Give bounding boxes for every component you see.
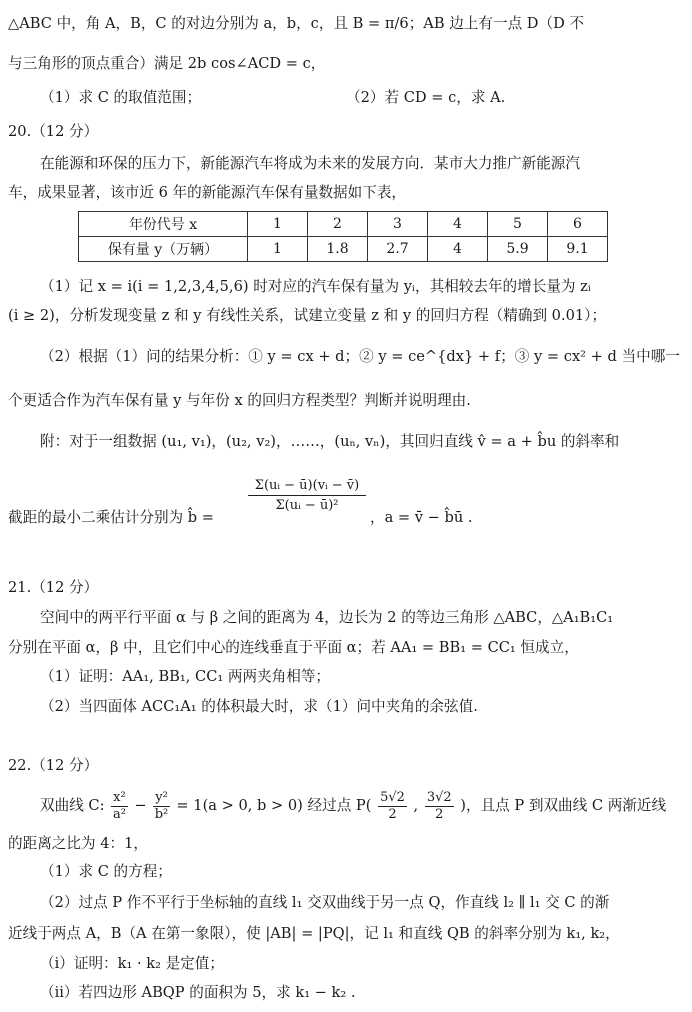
q22-line-1-post: )，且点 P 到双曲线 C 两渐近线 — [460, 797, 667, 814]
fraction-y: $\frac{\text{y²}}{\text{b²}}$ — [154, 789, 169, 822]
table-cell: 6 — [548, 212, 608, 237]
table-cell: 4 — [428, 237, 488, 262]
q22-line-2: 的距离之比为 4：1， — [8, 835, 148, 852]
table-cell: 2 — [308, 212, 368, 237]
q22-line-1-mid: = 1(a > 0, b > 0) 经过点 P( — [176, 797, 372, 814]
table-row — [79, 237, 608, 262]
q21-part-2: （2）当四面体 ACC₁A₁ 的体积最大时，求（1）问中夹角的余弦值. — [40, 698, 478, 715]
table-cell: 1 — [248, 237, 308, 262]
table-cell: 9.1 — [548, 237, 608, 262]
table-cell: 1 — [248, 212, 308, 237]
q22-sub-2: （ii）若四边形 ABQP 的面积为 5，求 k₁ − k₂ . — [40, 984, 356, 1001]
q21-header: 21.（12 分） — [8, 579, 99, 596]
q20-intro-2: 车，成果显著，该市近 6 年的新能源汽车保有量数据如下表， — [8, 184, 407, 201]
table-cell: 5.9 — [488, 237, 548, 262]
table-header-cell: 保有量 y（万辆） — [79, 237, 248, 262]
q20-intro-1: 在能源和环保的压力下，新能源汽车将成为未来的发展方向．某市大力推广新能源汽 — [40, 155, 580, 172]
q19-part-1: （1）求 C 的取值范围； — [40, 89, 202, 106]
q19-line-2: 与三角形的顶点重合）满足 2b cos∠ACD = c， — [8, 55, 326, 72]
q20-header: 20.（12 分） — [8, 123, 99, 140]
table-header-cell: 年份代号 x — [79, 212, 248, 237]
fraction-px: $\frac{5√2}{2}$ — [380, 789, 405, 822]
q20-part2-line-2: 个更适合作为汽车保有量 y 与年份 x 的回归方程类型？判断并说明理由. — [8, 392, 471, 409]
q22-header: 22.（12 分） — [8, 757, 99, 774]
q22-line-1: 双曲线 C: $\frac{\text{x²}}{\text{a²}}$ − $\frac{\text{y²}}{\text{b²}}$ = 1(a > 0, b > 0) 经过点 P( $\frac{5√2}{2}$ , $\frac{3√2}{2}$ )，且点 P 到双曲线 C 两渐近线 — [40, 789, 667, 822]
q19-part-2: （2）若 CD = c，求 A. — [346, 89, 506, 106]
q20-note-line-2-post: ，a = v̄ − b̂ū . — [370, 509, 473, 526]
q22-part2-line-1: （2）过点 P 作不平行于坐标轴的直线 l₁ 交双曲线于另一点 Q，作直线 l₂ ∥ l₁ 交 C 的渐 — [40, 894, 610, 911]
table-cell: 2.7 — [368, 237, 428, 262]
q22-part-1: （1）求 C 的方程； — [40, 863, 172, 880]
fraction-x: $\frac{\text{x²}}{\text{a²}}$ — [112, 789, 126, 822]
q20-note-line-1: 附：对于一组数据 (u₁, v₁)，(u₂, v₂)，……，(uₙ, vₙ)，其回归直线 v̂ = a + b̂u 的斜率和 — [40, 433, 620, 450]
q20-part2-line-1: （2）根据（1）问的结果分析：① y = cx + d；② y = ce^{dx} + f；③ y = cx² + d 当中哪一 — [40, 348, 680, 365]
fraction-py: $\frac{3√2}{2}$ — [426, 789, 452, 822]
q20-part1-line-1: （1）记 x = i(i = 1,2,3,4,5,6) 时对应的汽车保有量为 yᵢ，其相较去年的增长量为 zᵢ — [40, 278, 591, 295]
q21-line-2: 分别在平面 α，β 中，且它们中心的连线垂直于平面 α；若 AA₁ = BB₁ = CC₁ 恒成立， — [8, 639, 579, 656]
table-row — [79, 212, 608, 237]
table-cell: 3 — [368, 212, 428, 237]
q20-part1-line-2: (i ≥ 2)，分析发现变量 z 和 y 有线性关系，试建立变量 z 和 y 的回归方程（精确到 0.01）； — [8, 307, 607, 324]
q22-part2-line-2: 近线于两点 A，B（A 在第一象限），使 |AB| = |PQ|，记 l₁ 和直线 QB 的斜率分别为 k₁, k₂， — [8, 925, 620, 942]
fraction-numerator: Σ(uᵢ − ū)(vᵢ − v̄) — [248, 478, 366, 496]
table-cell: 5 — [488, 212, 548, 237]
table-cell: 4 — [428, 212, 488, 237]
data-table — [78, 211, 608, 262]
fraction-denominator: Σ(uᵢ − ū)² — [275, 498, 339, 513]
q19-line-1: △ABC 中，角 A，B，C 的对边分别为 a，b，c，且 B = π/6；AB 边上有一点 D（D 不 — [8, 15, 585, 32]
q22-sub-1: （i）证明：k₁ · k₂ 是定值； — [40, 955, 224, 972]
q22-line-1-pre: 双曲线 C: — [40, 797, 105, 814]
table-cell: 1.8 — [308, 237, 368, 262]
q20-note-line-2-pre: 截距的最小二乘估计分别为 b̂ = — [8, 509, 214, 526]
least-squares-fraction — [248, 478, 366, 513]
q21-part-1: （1）证明：AA₁, BB₁, CC₁ 两两夹角相等； — [40, 668, 331, 685]
q21-line-1: 空间中的两平行平面 α 与 β 之间的距离为 4，边长为 2 的等边三角形 △ABC，△A₁B₁C₁ — [40, 609, 614, 626]
